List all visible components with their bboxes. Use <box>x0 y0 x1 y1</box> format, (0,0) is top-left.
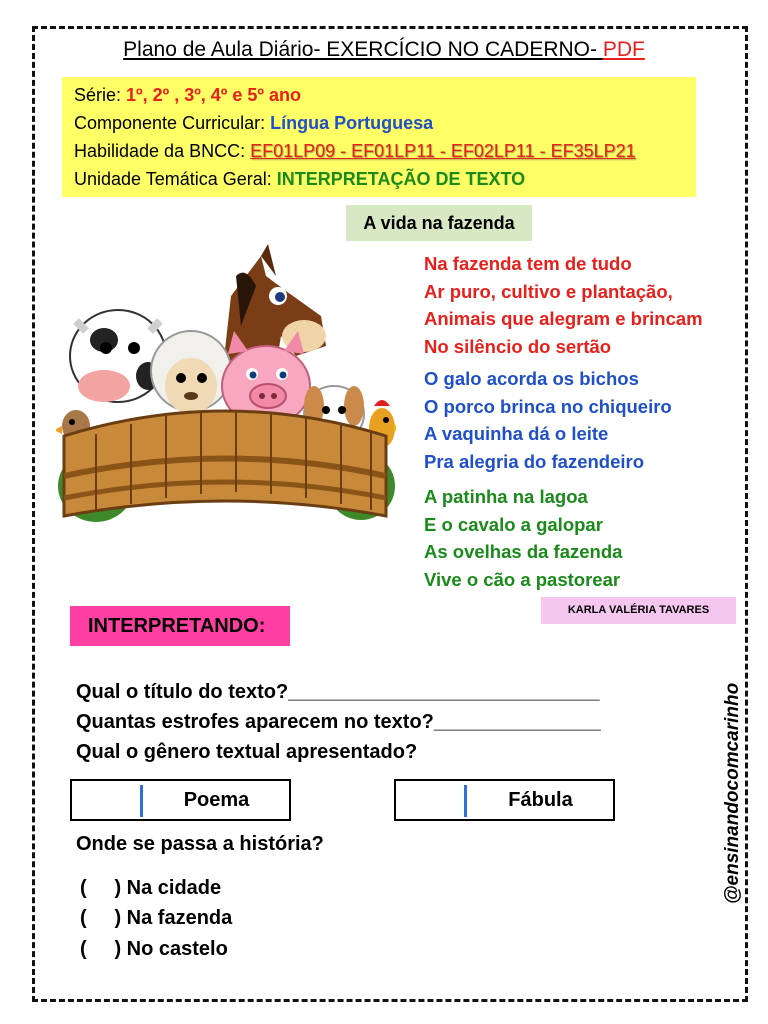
poem-line: E o cavalo a galopar <box>424 513 603 535</box>
serie-line: Série: 1º, 2º , 3º, 4º e 5º ano <box>74 85 301 105</box>
farm-animals-illustration <box>56 236 396 532</box>
poem-line: O galo acorda os bichos <box>424 368 639 389</box>
choice-cidade[interactable]: ( ) Na cidade <box>80 877 222 899</box>
poem-line: As ovelhas da fazenda <box>424 541 623 562</box>
question-stanzas: Quantas estrofes aparecem no texto?_______________ <box>76 711 601 733</box>
componente-line: Componente Curricular: Língua Portuguesa <box>74 113 434 133</box>
social-handle: @ensinandocomcarinho <box>722 682 743 904</box>
poem-title: A vida na fazenda <box>346 205 532 241</box>
pdf-label: PDF <box>602 38 645 61</box>
cow-icon <box>70 310 166 402</box>
poem-line: A vaquinha dá o leite <box>424 423 609 444</box>
sheep-icon <box>151 331 231 414</box>
author-label: KARLA VALÉRIA TAVARES <box>541 597 736 624</box>
question-location: Onde se passa a história? <box>76 833 324 855</box>
poem-line: A patinha na lagoa <box>424 486 588 507</box>
poem-line: No silêncio do sertão <box>424 335 612 357</box>
info-box <box>62 77 696 197</box>
option-poema[interactable] <box>70 779 291 821</box>
question-title: Qual o título do texto?____________________________ <box>76 681 600 703</box>
poem-line: Pra alegria do fazendeiro <box>424 450 645 472</box>
poem-stanza-2 <box>424 368 672 478</box>
checkbox-divider <box>464 785 467 817</box>
checkbox-divider <box>140 785 143 817</box>
choice-fazenda[interactable]: ( ) Na fazenda <box>80 907 233 929</box>
poem-stanza-1 <box>424 253 703 363</box>
interpretando-heading: INTERPRETANDO: <box>70 606 290 646</box>
question-genre: Qual o gênero textual apresentado? <box>76 741 418 763</box>
poem-line: Ar puro, cultivo e plantação, <box>424 280 673 302</box>
poem-line: O porco brinca no chiqueiro <box>424 395 672 417</box>
poem-line: Vive o cão a pastorear <box>424 568 621 590</box>
option-fabula-label: Fábula <box>508 789 573 811</box>
choice-castelo[interactable]: ( ) No castelo <box>80 938 228 960</box>
poem-line: Animais que alegram e brincam <box>424 308 703 329</box>
poem-stanza-3 <box>424 486 622 596</box>
unidade-line: Unidade Temática Geral: INTERPRETAÇÃO DE TEXTO <box>74 169 526 189</box>
poem-line: Na fazenda tem de tudo <box>424 253 632 274</box>
habilidade-line: Habilidade da BNCC: EF01LP09 - EF01LP11 - EF02LP11 - EF35LP21 <box>74 141 636 161</box>
wooden-fence-icon <box>64 411 386 516</box>
option-fabula[interactable] <box>394 779 615 821</box>
option-poema-label: Poema <box>183 789 250 811</box>
page-title: Plano de Aula Diário- EXERCÍCIO NO CADERNO- PDF <box>123 38 645 61</box>
